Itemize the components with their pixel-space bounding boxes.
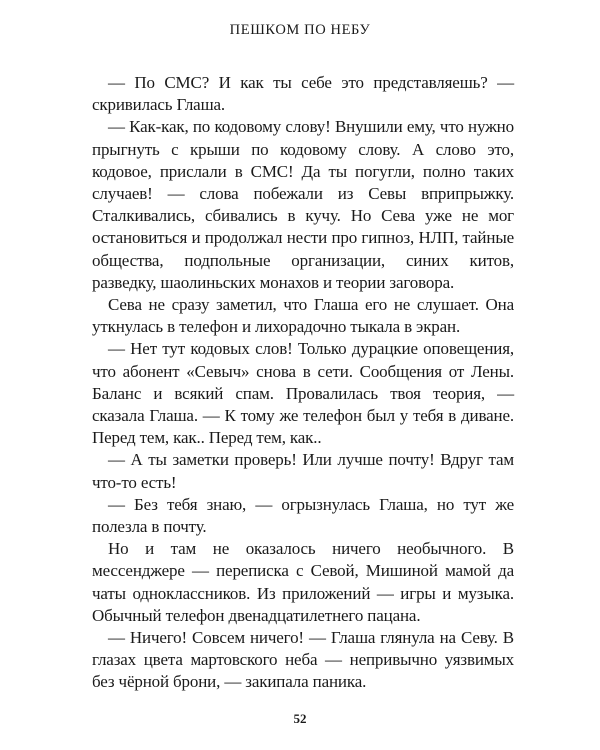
text-block xyxy=(92,72,514,694)
paragraph: — Как-как, по кодовому слову! Внушили ему, что нужно прыгнуть с крыши по кодовому слову. А слово это, кодовое, прислали в СМС! Да ты погугли, полно таких случаев! — слова побежали из Севы вприпрыжку. Сталкивались, сбивались в кучу. Но Сева уже не мог остановиться и продолжал нести про гипноз, НЛП, тайные общества, подпольные организации, синих китов, разведку, шаолиньских монахов и теории заговора. xyxy=(92,117,514,292)
paragraph: — Без тебя знаю, — огрызнулась Глаша, но тут же полезла в почту. xyxy=(92,494,514,537)
paragraph: — Ничего! Совсем ничего! — Глаша глянула на Севу. В глазах цвета мартовского неба — непривычно уязвимых без чёрной брони, — закипала паника. xyxy=(92,628,514,692)
running-head: ПЕШКОМ ПО НЕБУ xyxy=(229,22,371,38)
paragraph: — Нет тут кодовых слов! Только дурацкие оповещения, что абонент «Севыч» снова в сети. Сообщения от Лены. Баланс и всякий спам. Провалилась твоя теория, — сказала Глаша. — К тому же телефон был у тебя в диване. Перед тем, как.. Перед тем, как.. xyxy=(92,339,514,448)
paragraph: — По СМС? И как ты себе это представляешь? — скривилась Глаша. xyxy=(92,73,514,115)
paragraph: Сева не сразу заметил, что Глаша его не слушает. Она уткнулась в телефон и лихорадочно тыкала в экран. xyxy=(92,295,514,337)
paragraph: — А ты заметки проверь! Или лучше почту! Вдруг там что-то есть! xyxy=(92,450,514,492)
page-number: 52 xyxy=(293,711,307,726)
paragraph: Но и там не оказалось ничего необычного. В мессенджере — переписка с Севой, Мишиной мамой да чаты одноклассников. Из приложений — игры и музыка. Обычный телефон двенадцатилетнего пацана. xyxy=(92,539,514,625)
